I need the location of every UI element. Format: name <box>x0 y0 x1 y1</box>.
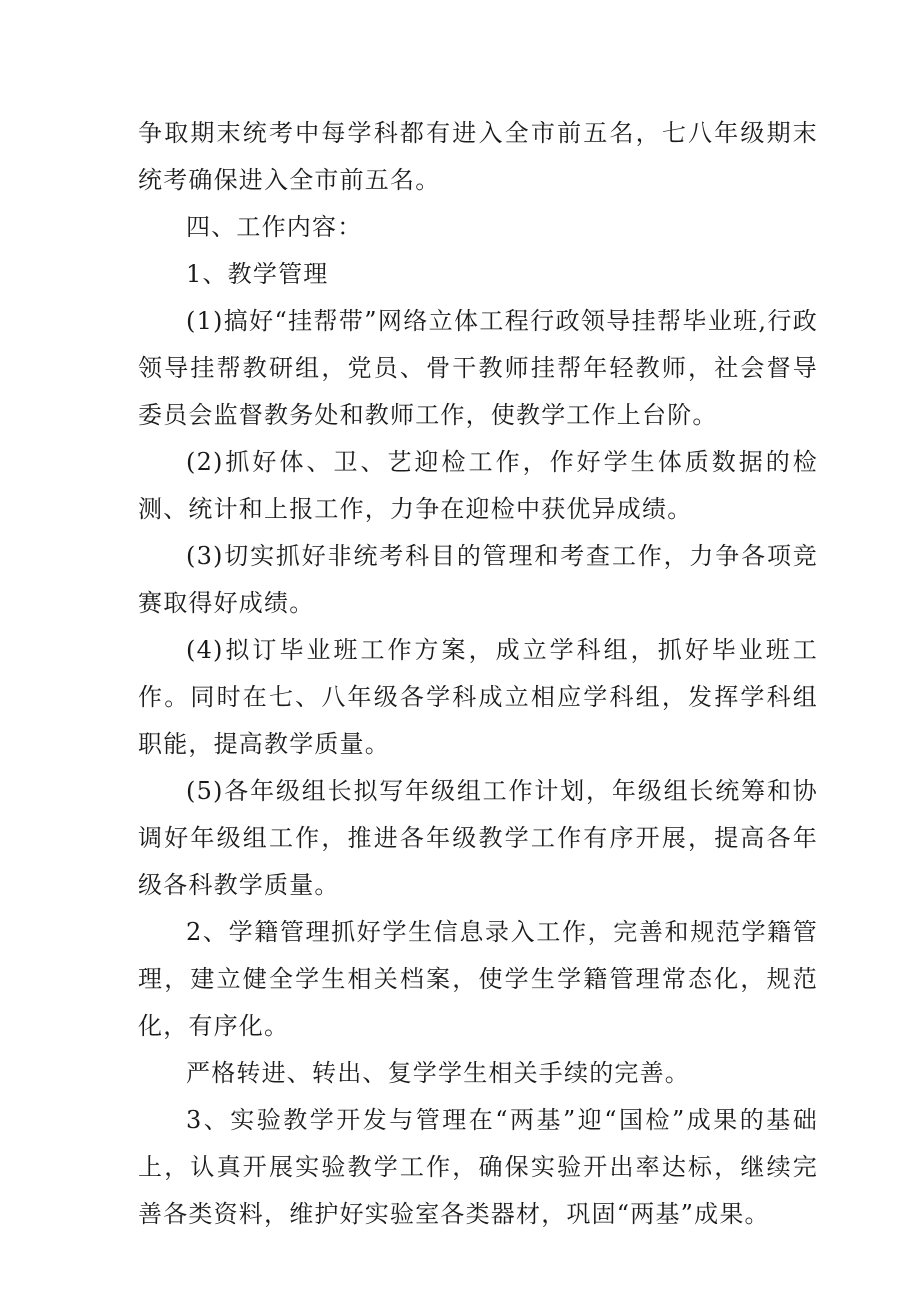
paragraph-transfer-procedures: 严格转进、转出、复学学生相关手续的完善。 <box>186 1059 690 1087</box>
document-body <box>138 110 818 1238</box>
paragraph-goal-continued: 争取期末统考中每学科都有进入全市前五名，七八年级期末统考确保进入全市前五名。 <box>138 119 818 194</box>
heading-teaching-management: 1、教学管理 <box>186 260 329 288</box>
paragraph-student-records: 2、学籍管理抓好学生信息录入工作，完善和规范学籍管理，建立健全学生相关档案，使学生学籍管理常态化，规范化，有序化。 <box>138 918 818 1040</box>
paragraph-item-5: (5)各年级组长拟写年级组工作计划，年级组长统筹和协调好年级组工作，推进各年级教学工作有序开展，提高各年级各科教学质量。 <box>138 777 818 899</box>
paragraph-item-1: (1)搞好“挂帮带”网络立体工程行政领导挂帮毕业班,行政领导挂帮教研组，党员、骨干教师挂帮年轻教师，社会督导委员会监督教务处和教师工作，使教学工作上台阶。 <box>138 307 818 429</box>
paragraph-item-4: (4)拟订毕业班工作方案，成立学科组，抓好毕业班工作。同时在七、八年级各学科成立相应学科组，发挥学科组职能，提高教学质量。 <box>138 636 818 758</box>
paragraph-item-3: (3)切实抓好非统考科目的管理和考查工作，力争各项竞赛取得好成绩。 <box>138 542 818 617</box>
paragraph-experiment-teaching: 3、实验教学开发与管理在“两基”迎“国检”成果的基础上，认真开展实验教学工作，确保实验开出率达标，继续完善各类资料，维护好实验室各类器材，巩固“两基”成果。 <box>138 1106 818 1228</box>
paragraph-item-2: (2)抓好体、卫、艺迎检工作，作好学生体质数据的检测、统计和上报工作，力争在迎检中获优异成绩。 <box>138 448 818 523</box>
heading-work-content: 四、工作内容： <box>186 213 363 241</box>
